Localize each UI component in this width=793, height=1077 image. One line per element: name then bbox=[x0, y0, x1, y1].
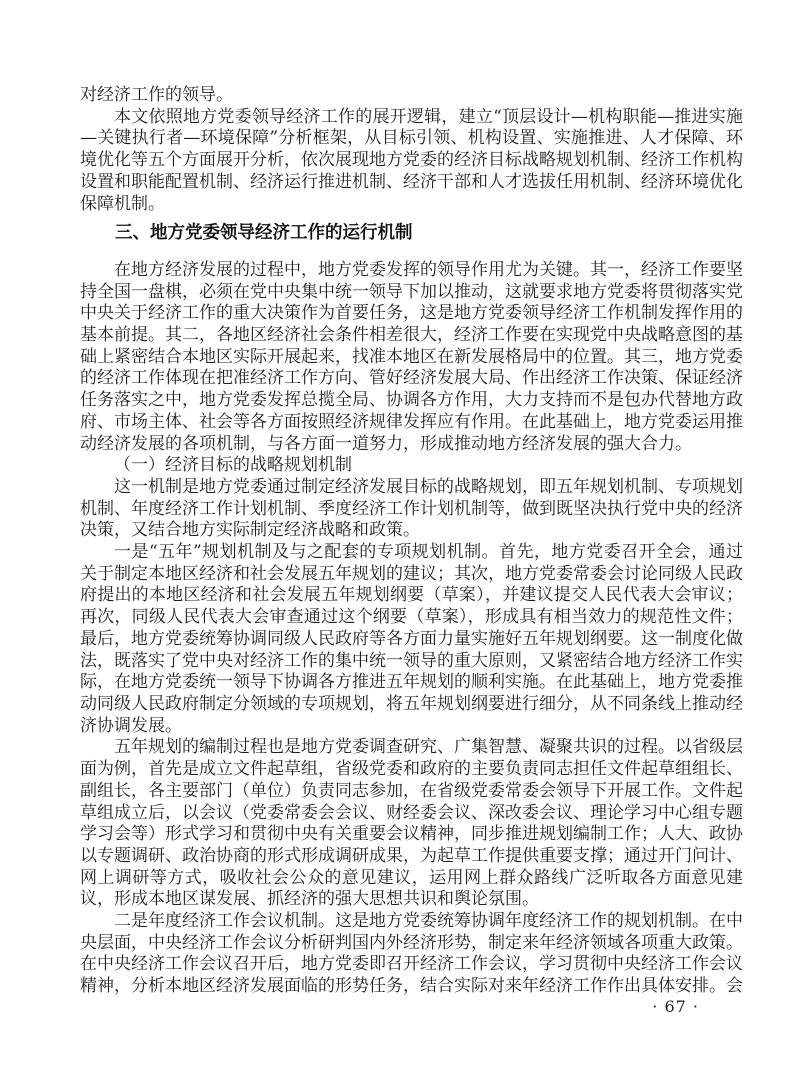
paragraph-subsection-intro: 这一机制是地方党委通过制定经济发展目标的战略规划，即五年规划机制、专项规划机制、年度经济工作计划机制、季度经济工作计划机制等，做到既坚决执行党中央的经济决策，又结合地方实际制定经济战略和政策。 bbox=[80, 476, 743, 541]
paragraph-intro: 本文依照地方党委领导经济工作的展开逻辑，建立“顶层设计—机构职能—推进实施—关键执行者—环境保障”分析框架，从目标引领、机构设置、实施推进、人才保障、环境优化等五个方面展开分析，依次展现地方党委的经济目标战略规划机制、经济工作机构设置和职能配置机制、经济运行推进机制、经济干部和人才选拔任用机制、经济环境优化保障机制。 bbox=[80, 106, 743, 214]
text-block bbox=[80, 85, 743, 998]
paragraph-intro-continuation: 对经济工作的领导。 bbox=[80, 85, 233, 105]
section-heading: 三、地方党委领导经济工作的运行机制 bbox=[115, 223, 413, 244]
subsection-heading: （一）经济目标的战略规划机制 bbox=[114, 455, 352, 476]
paragraph-five-year-plan: 一是“五年”规划机制及与之配套的专项规划机制。首先，地方党委召开全会，通过关于制定本地区经济和社会发展五年规划的建议；其次，地方党委常委会讨论同级人民政府提出的本地区经济和社会发展五年规划纲要（草案），并建议提交人民代表大会审议；再次，同级人民代表大会审查通过这个纲要（草案），形成具有相当效力的规范性文件；最后，地方党委统筹协调同级人民政府等各方面力量实施好五年规划纲要。这一制度化做法，既落实了党中央对经济工作的集中统一领导的重大原则，又紧密结合地方经济工作实际，在地方党委统一领导下协调各方推进五年规划的顺利实施。在此基础上，地方党委推动同级人民政府制定分领域的专项规划，将五年规划纲要进行细分，从不同条线上推动经济协调发展。 bbox=[80, 542, 743, 736]
paragraph-annual-meeting: 二是年度经济工作会议机制。这是地方党委统筹协调年度经济工作的规划机制。在中央层面，中央经济工作会议分析研判国内外经济形势，制定来年经济领域各项重大政策。在中央经济工作会议召开后，地方党委即召开经济工作会议，学习贯彻中央经济工作会议精神，分析本地区经济发展面临的形势任务，结合实际对来年经济工作作出具体安排。会 bbox=[80, 911, 743, 997]
paragraph-section-intro: 在地方经济发展的过程中，地方党委发挥的领导作用尤为关键。其一，经济工作要坚持全国一盘棋，必须在党中央集中统一领导下加以推动，这就要求地方党委将贯彻落实党中央关于经济工作的重大决策作为首要任务，这是地方党委领导经济工作机制发挥作用的基本前提。其二，各地区经济社会条件相差很大，经济工作要在实现党中央战略意图的基础上紧密结合本地区实际开展起来，找准本地区在新发展格局中的位置。其三，地方党委的经济工作体现在把准经济工作方向、管好经济发展大局、作出经济工作决策、保证经济任务落实之中，地方党委发挥总揽全局、协调各方作用，大力支持而不是包办代替地方政府、市场主体、社会等各方面按照经济规律发挥应有作用。在此基础上，地方党委运用推动经济发展的各项机制，与各方面一道努力，形成推动地方经济发展的强大合力。 bbox=[80, 259, 743, 454]
paragraph-plan-drafting: 五年规划的编制过程也是地方党委调查研究、广集智慧、凝聚共识的过程。以省级层面为例，首先是成立文件起草组，省级党委和政府的主要负责同志担任文件起草组组长、副组长，各主要部门（单位）负责同志参加，在省级党委常委会领导下开展工作。文件起草组成立后，以会议（党委常委会会议、财经委会议、深改委会议、理论学习中心组专题学习会等）形式学习和贯彻中央有关重要会议精神，同步推进规划编制工作；人大、政协以专题调研、政治协商的形式形成调研成果，为起草工作提供重要支撑；通过开门问计、网上调研等方式，吸收社会公众的意见建议，运用网上群众路线广泛听取各方面意见建议，形成本地区谋发展、抓经济的强大思想共识和舆论氛围。 bbox=[80, 737, 743, 910]
page-number: · 67 · bbox=[652, 997, 699, 1016]
